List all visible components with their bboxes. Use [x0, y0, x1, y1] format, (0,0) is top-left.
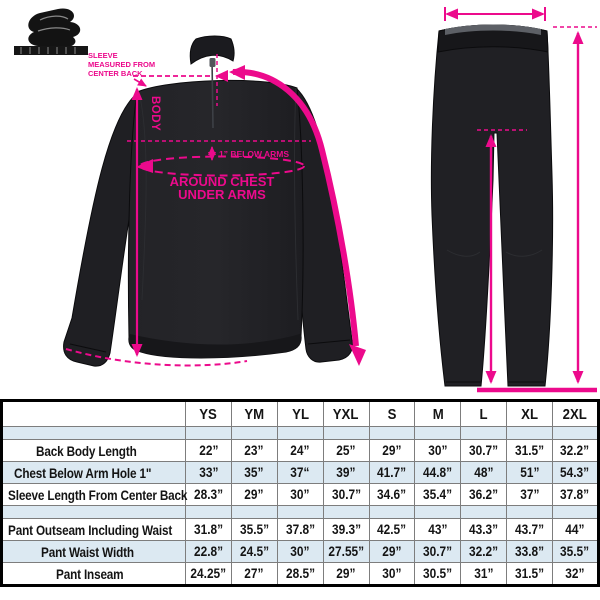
- spacer-cell: [231, 506, 277, 519]
- column-header: YXL: [323, 401, 369, 427]
- spacer-cell: [461, 427, 507, 440]
- measurement-cell: 41.7”: [369, 462, 415, 484]
- measurement-cell: 35.4”: [415, 484, 461, 506]
- table-row: [2, 484, 599, 506]
- size-table: [0, 399, 600, 587]
- row-label: Pant Inseam: [2, 563, 186, 586]
- spacer-cell: [415, 427, 461, 440]
- table-row: [2, 440, 599, 462]
- zipper-pull: [210, 58, 216, 67]
- spacer-cell: [2, 427, 186, 440]
- measurement-cell: 30.7”: [323, 484, 369, 506]
- measurement-cell: 31.5”: [507, 440, 553, 462]
- measurement-cell: 33”: [186, 462, 232, 484]
- spacer-cell: [277, 506, 323, 519]
- row-label: Pant Outseam Including Waist: [2, 519, 186, 541]
- row-label: Sleeve Length From Center Back: [2, 484, 186, 506]
- measurement-cell: 35”: [231, 462, 277, 484]
- table-row: [2, 462, 599, 484]
- around-chest-label-line1: AROUND CHEST: [169, 174, 275, 189]
- measurement-cell: 35.5”: [553, 541, 599, 563]
- measurement-cell: 31.5”: [507, 563, 553, 586]
- measurement-cell: 42.5”: [369, 519, 415, 541]
- measurement-cell: 37.8”: [553, 484, 599, 506]
- measurement-cell: 36.2”: [461, 484, 507, 506]
- measurement-cell: 30”: [369, 563, 415, 586]
- measurement-cell: 30.7”: [415, 541, 461, 563]
- column-header: XL: [507, 401, 553, 427]
- spacer-cell: [415, 506, 461, 519]
- measurement-cell: 22.8”: [186, 541, 232, 563]
- measurement-cell: 22”: [186, 440, 232, 462]
- spacer-cell: [277, 427, 323, 440]
- column-header: M: [415, 401, 461, 427]
- measurement-cell: 31.8”: [186, 519, 232, 541]
- spacer-cell: [323, 506, 369, 519]
- measurement-cell: 30”: [277, 541, 323, 563]
- around-chest-label: [170, 174, 275, 202]
- measurement-cell: 27”: [231, 563, 277, 586]
- column-header: S: [369, 401, 415, 427]
- measurement-cell: 37”: [507, 484, 553, 506]
- zipper-line: [212, 58, 213, 128]
- measurement-cell: 51”: [507, 462, 553, 484]
- sleeve-note-pointer-arrow: [134, 79, 146, 86]
- measurement-cell: 30.5”: [415, 563, 461, 586]
- measurement-cell: 31”: [461, 563, 507, 586]
- measurement-cell: 48”: [461, 462, 507, 484]
- brand-wordmark: [14, 46, 88, 55]
- table-row: [2, 541, 599, 563]
- measurement-cell: 28.5”: [277, 563, 323, 586]
- row-label: Pant Waist Width: [2, 541, 186, 563]
- spacer-cell: [2, 506, 186, 519]
- measurement-cell: 30”: [415, 440, 461, 462]
- measurement-cell: 24”: [277, 440, 323, 462]
- table-row: [2, 519, 599, 541]
- measurement-cell: 37.8”: [277, 519, 323, 541]
- spacer-cell: [507, 506, 553, 519]
- sleeve-length-neck-arrowhead: [229, 65, 245, 80]
- brand-logo: [14, 8, 88, 55]
- spacer-cell: [553, 427, 599, 440]
- column-header: L: [461, 401, 507, 427]
- measurement-cell: 34.6”: [369, 484, 415, 506]
- measurement-cell: 35.5”: [231, 519, 277, 541]
- measurement-cell: 29”: [231, 484, 277, 506]
- measurement-cell: 29”: [369, 440, 415, 462]
- measurement-cell: 24.5”: [231, 541, 277, 563]
- spacer-cell: [507, 427, 553, 440]
- spacer-cell: [369, 427, 415, 440]
- spacer-cell: [186, 506, 232, 519]
- measurement-cell: 37“: [277, 462, 323, 484]
- measurement-cell: 29”: [369, 541, 415, 563]
- table-row: [2, 563, 599, 586]
- spacer-cell: [186, 427, 232, 440]
- spacer-cell: [461, 506, 507, 519]
- spacer-row: [2, 427, 599, 440]
- sleeve-note-line2: MEASURED FROM: [88, 60, 156, 69]
- sleeve-note: [88, 51, 155, 78]
- column-header: YL: [277, 401, 323, 427]
- measurement-cell: 28.3”: [186, 484, 232, 506]
- row-label: Back Body Length: [2, 440, 186, 462]
- measurement-cell: 25”: [323, 440, 369, 462]
- measurement-cell: 43”: [415, 519, 461, 541]
- row-label: Chest Below Arm Hole 1": [2, 462, 186, 484]
- spacer-cell: [553, 506, 599, 519]
- measurement-cell: 32”: [553, 563, 599, 586]
- column-header: 2XL: [553, 401, 599, 427]
- sleeve-note-line1: SLEEVE: [88, 51, 118, 60]
- measurement-cell: 27.55”: [323, 541, 369, 563]
- measurement-cell: 39.3”: [323, 519, 369, 541]
- spacer-cell: [231, 427, 277, 440]
- spacer-row: [2, 506, 599, 519]
- sleeve-length-cuff-arrowhead: [349, 344, 366, 366]
- measurement-cell: 33.8”: [507, 541, 553, 563]
- measurement-cell: 30”: [277, 484, 323, 506]
- measurement-cell: 24.25”: [186, 563, 232, 586]
- measurement-cell: 43.7”: [507, 519, 553, 541]
- header-row: [2, 401, 599, 427]
- measurement-cell: 32.2”: [461, 541, 507, 563]
- measurement-cell: 32.2”: [553, 440, 599, 462]
- measurement-cell: 30.7”: [461, 440, 507, 462]
- column-header: YM: [231, 401, 277, 427]
- spacer-cell: [369, 506, 415, 519]
- measurement-cell: 43.3”: [461, 519, 507, 541]
- measurement-cell: 23”: [231, 440, 277, 462]
- measurement-cell: 29”: [323, 563, 369, 586]
- measurement-cell: 44.8”: [415, 462, 461, 484]
- measurement-cell: 54.3”: [553, 462, 599, 484]
- around-chest-label-line2: UNDER ARMS: [178, 187, 266, 202]
- below-arms-label: 1” BELOW ARMS: [219, 149, 290, 159]
- sleeve-note-line3: CENTER BACK: [88, 69, 143, 78]
- corner-cell: [2, 401, 186, 427]
- column-header: YS: [186, 401, 232, 427]
- spacer-cell: [323, 427, 369, 440]
- measurement-cell: 39”: [323, 462, 369, 484]
- measurement-cell: 44”: [553, 519, 599, 541]
- body-length-label: BODY: [149, 96, 161, 132]
